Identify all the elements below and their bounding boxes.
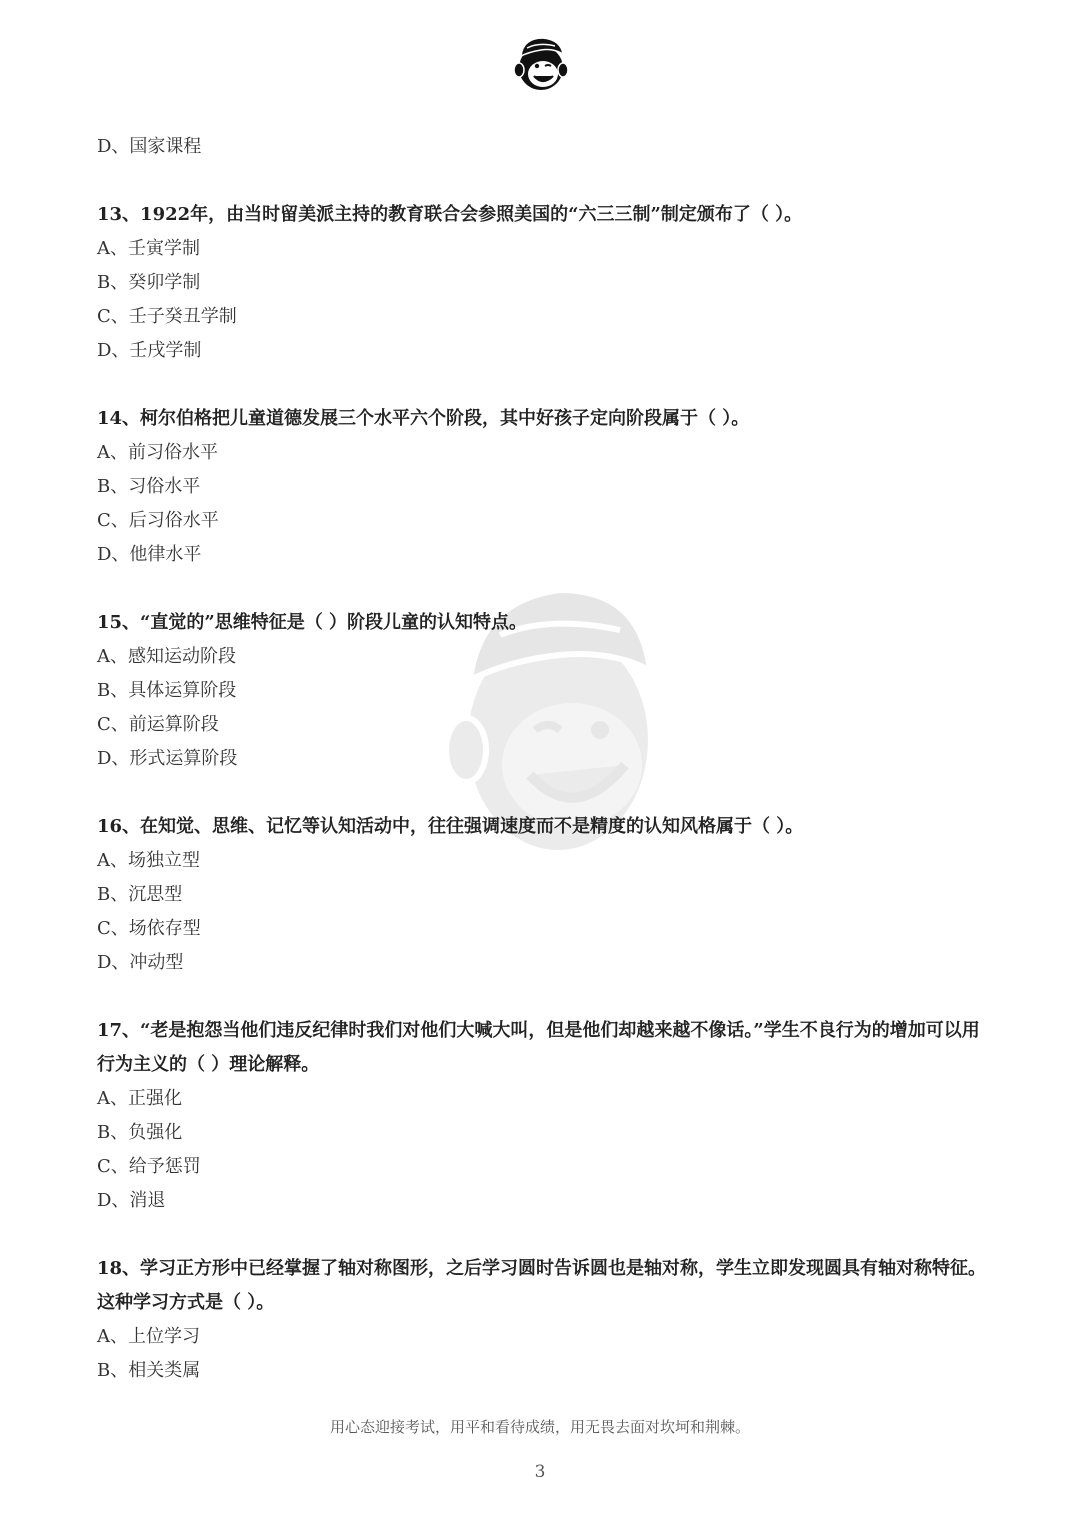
- option-d: D、冲动型: [97, 952, 184, 973]
- option-c: C、前运算阶段: [97, 714, 219, 735]
- option-a: A、上位学习: [97, 1326, 200, 1347]
- question-stem: 16、在知觉、思维、记忆等认知活动中，往往强调速度而不是精度的认知风格属于（ ）。: [97, 816, 804, 837]
- option-a: A、正强化: [97, 1088, 182, 1109]
- question-stem: 13、1922年，由当时留美派主持的教育联合会参照美国的“六三三制”制定颁布了（ ）。: [97, 204, 803, 225]
- option-d: D、形式运算阶段: [97, 748, 238, 769]
- carryover-option: D、国家课程: [97, 136, 202, 157]
- question-16: [97, 810, 997, 980]
- option-b: B、相关类属: [97, 1360, 201, 1381]
- question-list: [97, 130, 997, 1388]
- option-c: C、给予惩罚: [97, 1156, 201, 1177]
- option-c: C、场依存型: [97, 918, 201, 939]
- option-b: B、负强化: [97, 1122, 183, 1143]
- option-c: C、壬子癸丑学制: [97, 306, 237, 327]
- footer-motto: 用心态迎接考试，用平和看待成绩，用无畏去面对坎坷和荆棘。: [329, 1418, 750, 1436]
- option-b: B、沉思型: [97, 884, 183, 905]
- question-14: [97, 402, 997, 572]
- monkey-mascot-logo-icon: [513, 34, 569, 92]
- question-stem: 15、“直觉的”思维特征是（ ）阶段儿童的认知特点。: [97, 612, 528, 633]
- option-a: A、前习俗水平: [97, 442, 218, 463]
- option-c: C、后习俗水平: [97, 510, 219, 531]
- option-a: A、壬寅学制: [97, 238, 200, 259]
- option-a: A、感知运动阶段: [97, 646, 236, 667]
- option-b: B、习俗水平: [97, 476, 201, 497]
- option-d: D、壬戌学制: [97, 340, 202, 361]
- option-a: A、场独立型: [97, 850, 200, 871]
- question-17: [97, 1014, 997, 1218]
- question-stem: 17、“老是抱怨当他们违反纪律时我们对他们大喊大叫，但是他们却越来越不像话。”学生不良行为的增加可以用行为主义的（ ）理论解释。: [97, 1020, 980, 1075]
- option-b: B、癸卯学制: [97, 272, 201, 293]
- question-stem: 14、柯尔伯格把儿童道德发展三个水平六个阶段，其中好孩子定向阶段属于（ ）。: [97, 408, 750, 429]
- question-18: [97, 1252, 997, 1388]
- page-number: 3: [534, 1462, 546, 1482]
- question-15: [97, 606, 997, 776]
- option-b: B、具体运算阶段: [97, 680, 237, 701]
- option-d: D、他律水平: [97, 544, 202, 565]
- option-d: D、消退: [97, 1190, 166, 1211]
- question-stem: 18、学习正方形中已经掌握了轴对称图形，之后学习圆时告诉圆也是轴对称，学生立即发现圆具有轴对称特征。这种学习方式是（ ）。: [97, 1258, 987, 1313]
- question-13: [97, 198, 997, 368]
